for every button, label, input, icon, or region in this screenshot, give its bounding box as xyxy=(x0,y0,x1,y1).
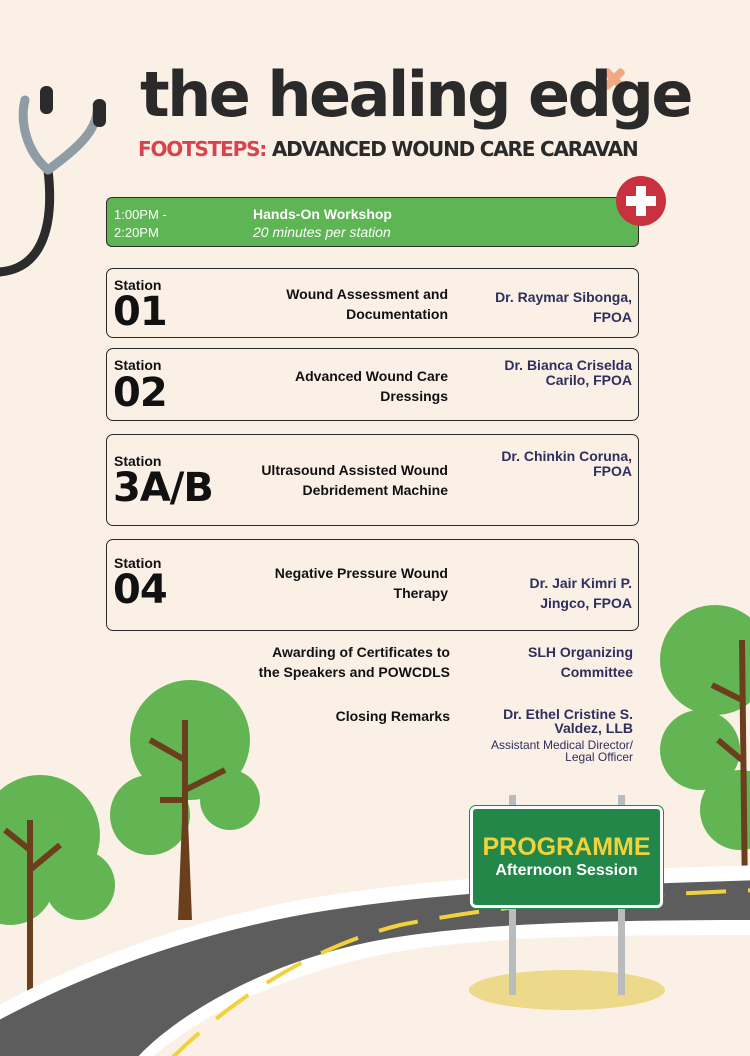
station-label: Station xyxy=(114,357,162,373)
station-card-04 xyxy=(106,539,639,631)
station-speaker: Dr. Jair Kimri P. Jingco, FPOA xyxy=(529,575,632,611)
closing-role: Assistant Medical Director/ Legal Officer xyxy=(490,738,633,764)
tree-right-icon xyxy=(660,605,750,900)
station-card-3ab xyxy=(106,434,639,526)
station-card-01 xyxy=(106,268,639,338)
closing-speaker: Dr. Ethel Cristine S. Valdez, LLB xyxy=(503,706,633,736)
station-number: 3A/B xyxy=(113,465,213,511)
workshop-time-end: 2:20PM xyxy=(114,225,159,240)
station-topic: Ultrasound Assisted Wound Debridement Machine xyxy=(261,462,448,498)
stethoscope-icon xyxy=(0,86,106,272)
workshop-banner xyxy=(106,197,639,247)
workshop-subtitle: 20 minutes per station xyxy=(253,224,391,240)
workshop-time xyxy=(114,206,167,242)
station-card-02 xyxy=(106,348,639,421)
station-topic: Advanced Wound Care Dressings xyxy=(295,368,448,404)
medical-cross-icon xyxy=(616,176,666,226)
station-number: 01 xyxy=(113,289,167,335)
subtitle-rest: ADVANCED WOUND CARE CARAVAN xyxy=(271,137,638,161)
workshop-time-start: 1:00PM - xyxy=(114,207,167,222)
page-subtitle xyxy=(138,137,638,161)
closing-topic: Closing Remarks xyxy=(335,708,450,724)
sign-title: PROGRAMME xyxy=(482,833,651,861)
station-topic: Wound Assessment and Documentation xyxy=(286,286,448,322)
page-title: the healing edge xyxy=(140,58,691,131)
station-number: 02 xyxy=(113,370,167,416)
station-label: Station xyxy=(114,277,162,293)
station-topic: Negative Pressure Wound Therapy xyxy=(274,565,448,601)
awarding-topic: Awarding of Certificates to the Speakers and POWCDLS xyxy=(258,644,450,680)
programme-sign xyxy=(470,806,663,908)
sign-ground xyxy=(469,970,665,1010)
station-speaker: Dr. Chinkin Coruna, FPOA xyxy=(501,448,632,479)
workshop-title: Hands-On Workshop xyxy=(253,206,392,222)
sign-subtitle: Afternoon Session xyxy=(495,862,638,879)
station-speaker: Dr. Bianca Criselda Carilo, FPOA xyxy=(504,357,632,388)
station-label: Station xyxy=(114,453,162,469)
subtitle-accent: FOOTSTEPS: xyxy=(138,137,267,161)
station-number: 04 xyxy=(113,567,167,613)
station-speaker: Dr. Raymar Sibonga, FPOA xyxy=(495,289,632,325)
station-label: Station xyxy=(114,555,162,571)
awarding-speaker: SLH Organizing Committee xyxy=(528,644,633,680)
